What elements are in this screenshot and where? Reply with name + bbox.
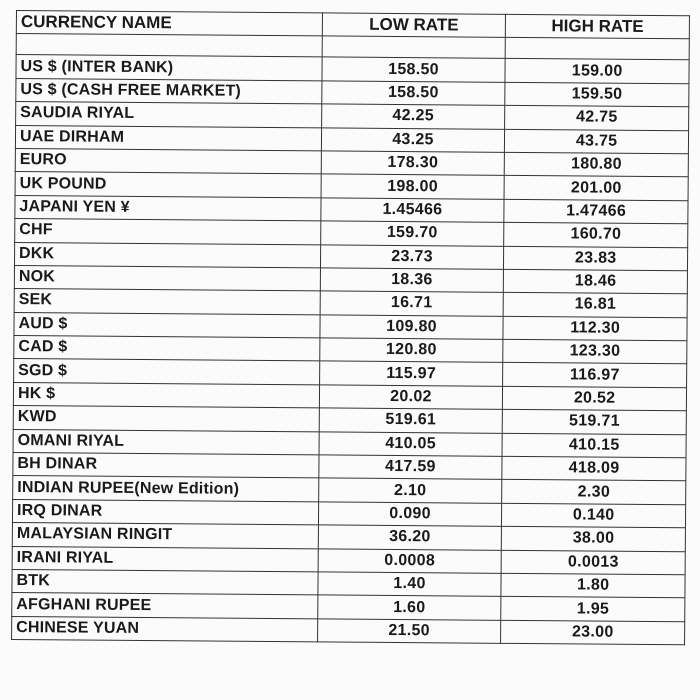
low-rate-cell: 519.61 <box>319 408 503 433</box>
high-rate-cell: 112.30 <box>503 316 687 341</box>
currency-name-cell: AUD $ <box>14 312 320 338</box>
blank-cell <box>322 36 506 58</box>
low-rate-cell: 1.45466 <box>321 198 505 223</box>
high-rate-cell: 160.70 <box>504 222 688 247</box>
low-rate-cell: 109.80 <box>320 315 504 340</box>
high-rate-cell: 159.00 <box>505 59 689 84</box>
high-rate-cell: 0.140 <box>502 503 686 528</box>
currency-name-cell: EURO <box>15 148 321 174</box>
high-rate-cell: 410.15 <box>502 433 686 458</box>
low-rate-cell: 178.30 <box>321 151 505 176</box>
column-header-high-rate: HIGH RATE <box>506 14 690 39</box>
high-rate-cell: 38.00 <box>502 527 686 552</box>
high-rate-cell: 23.83 <box>504 246 688 271</box>
currency-name-cell: UAE DIRHAM <box>15 125 321 151</box>
currency-name-cell: BTK <box>12 569 318 595</box>
high-rate-cell: 42.75 <box>505 106 689 131</box>
currency-name-cell: HK $ <box>13 382 319 408</box>
currency-name-cell: AFGHANI RUPEE <box>12 593 318 619</box>
low-rate-cell: 410.05 <box>319 432 503 457</box>
high-rate-cell: 43.75 <box>505 129 689 154</box>
low-rate-cell: 0.090 <box>318 502 502 527</box>
high-rate-cell: 159.50 <box>505 82 689 107</box>
low-rate-cell: 1.60 <box>317 595 501 620</box>
high-rate-cell: 123.30 <box>503 339 687 364</box>
currency-name-cell: UK POUND <box>15 172 321 198</box>
high-rate-cell: 23.00 <box>501 620 685 645</box>
table-row <box>12 616 685 645</box>
low-rate-cell: 42.25 <box>321 104 505 129</box>
high-rate-cell: 1.47466 <box>504 199 688 224</box>
low-rate-cell: 158.50 <box>322 57 506 82</box>
low-rate-cell: 23.73 <box>320 244 504 269</box>
currency-name-cell: SAUDIA RIYAL <box>16 102 322 128</box>
currency-name-cell: INDIAN RUPEE(New Edition) <box>13 476 319 502</box>
currency-name-cell: SEK <box>14 289 320 315</box>
currency-name-cell: KWD <box>13 406 319 432</box>
high-rate-cell: 201.00 <box>504 176 688 201</box>
high-rate-cell: 180.80 <box>505 152 689 177</box>
low-rate-cell: 120.80 <box>319 338 503 363</box>
column-header-currency-name: CURRENCY NAME <box>16 11 322 37</box>
low-rate-cell: 1.40 <box>318 572 502 597</box>
low-rate-cell: 18.36 <box>320 268 504 293</box>
table-body <box>12 34 690 645</box>
currency-name-cell: IRQ DINAR <box>12 499 318 525</box>
high-rate-cell: 1.95 <box>501 597 685 622</box>
currency-name-cell: NOK <box>14 265 320 291</box>
currency-name-cell: CAD $ <box>14 336 320 362</box>
high-rate-cell: 18.46 <box>504 269 688 294</box>
currency-name-cell: CHF <box>15 219 321 245</box>
low-rate-cell: 417.59 <box>319 455 503 480</box>
high-rate-cell: 116.97 <box>503 363 687 388</box>
low-rate-cell: 159.70 <box>320 221 504 246</box>
currency-name-cell: BH DINAR <box>13 453 319 479</box>
low-rate-cell: 0.0008 <box>318 548 502 573</box>
low-rate-cell: 198.00 <box>321 174 505 199</box>
high-rate-cell: 2.30 <box>502 480 686 505</box>
low-rate-cell: 43.25 <box>321 127 505 152</box>
low-rate-cell: 16.71 <box>320 291 504 316</box>
column-header-low-rate: LOW RATE <box>322 13 506 38</box>
currency-name-cell: DKK <box>14 242 320 268</box>
currency-name-cell: CHINESE YUAN <box>12 616 318 642</box>
currency-name-cell: MALAYSIAN RINGIT <box>12 523 318 549</box>
high-rate-cell: 519.71 <box>503 410 687 435</box>
currency-name-cell: JAPANI YEN ¥ <box>15 195 321 221</box>
currency-name-cell: US $ (INTER BANK) <box>16 55 322 81</box>
high-rate-cell: 1.80 <box>501 573 685 598</box>
low-rate-cell: 36.20 <box>318 525 502 550</box>
currency-name-cell: US $ (CASH FREE MARKET) <box>16 78 322 104</box>
high-rate-cell: 16.81 <box>503 293 687 318</box>
blank-cell <box>16 34 322 57</box>
currency-name-cell: SGD $ <box>14 359 320 385</box>
currency-name-cell: OMANI RIYAL <box>13 429 319 455</box>
currency-rate-table <box>11 10 690 645</box>
low-rate-cell: 2.10 <box>318 478 502 503</box>
high-rate-cell: 418.09 <box>502 456 686 481</box>
currency-name-cell: IRANI RIYAL <box>12 546 318 572</box>
high-rate-cell: 0.0013 <box>501 550 685 575</box>
low-rate-cell: 21.50 <box>317 619 501 644</box>
blank-cell <box>505 38 689 60</box>
high-rate-cell: 20.52 <box>503 386 687 411</box>
low-rate-cell: 115.97 <box>319 361 503 386</box>
low-rate-cell: 20.02 <box>319 385 503 410</box>
low-rate-cell: 158.50 <box>321 81 505 106</box>
